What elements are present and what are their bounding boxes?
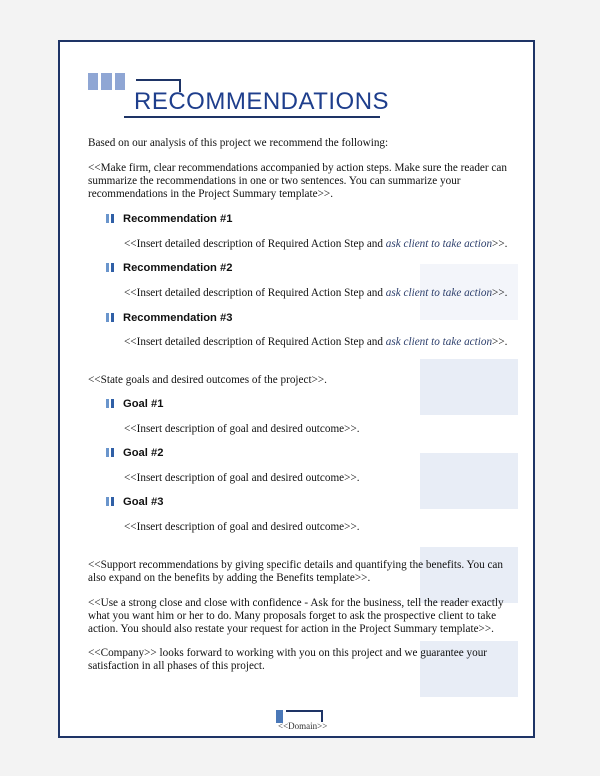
bullet-icon	[106, 497, 115, 506]
goal-heading: Goal #1	[106, 398, 163, 410]
company-line: <<Company>> looks forward to working with you on this project and we guarantee your	[88, 647, 488, 659]
goal-description: <<Insert description of goal and desired outcome>>.	[124, 423, 360, 435]
side-shade-block	[420, 359, 518, 415]
footer-rule	[286, 710, 322, 712]
recommendation-heading: Recommendation #2	[106, 262, 232, 274]
company-line: satisfaction in all phases of this project.	[88, 660, 265, 672]
bullet-icon	[106, 399, 115, 408]
side-shade-block	[420, 453, 518, 509]
bullet-icon	[106, 448, 115, 457]
intro-paragraph: Based on our analysis of this project we recommend the following:	[88, 137, 389, 149]
close-line: <<Use a strong close and close with confidence - Ask for the business, tell the reader exactly	[88, 597, 504, 609]
close-line: what you want him or her to do. Many proposals forget to ask the prospective client to take	[88, 610, 497, 622]
instruction-line: recommendations in the Project Summary template>>.	[88, 188, 334, 200]
support-line: also expand on the benefits by adding the Benefits template>>.	[88, 572, 371, 584]
bullet-icon	[106, 214, 115, 223]
footer-domain: <<Domain>>	[278, 721, 328, 731]
header-rule	[136, 79, 180, 81]
goal-description: <<Insert description of goal and desired outcome>>.	[124, 472, 360, 484]
support-line: <<Support recommendations by giving specific details and quantifying the benefits. You can	[88, 559, 503, 571]
bullet-icon	[106, 313, 115, 322]
recommendation-heading: Recommendation #3	[106, 312, 232, 324]
instruction-line: <<Make firm, clear recommendations accompanied by action steps. Make sure the reader can	[88, 162, 507, 174]
recommendation-heading: Recommendation #1	[106, 213, 232, 225]
instruction-line: summarize the recommendations in one or two sentences. You can summarize your	[88, 175, 461, 187]
recommendation-description: <<Insert detailed description of Required Action Step and ask client to take action>>.	[124, 287, 508, 299]
recommendation-description: <<Insert detailed description of Required Action Step and ask client to take action>>.	[124, 336, 508, 348]
bullet-icon	[106, 263, 115, 272]
goals-intro: <<State goals and desired outcomes of the project>>.	[88, 374, 327, 386]
goal-heading: Goal #2	[106, 447, 163, 459]
close-line: action. You should also restate your request for action in the Project Summary template>>.	[88, 623, 494, 635]
goal-heading: Goal #3	[106, 496, 163, 508]
goal-description: <<Insert description of goal and desired outcome>>.	[124, 521, 360, 533]
side-shade-block	[420, 547, 518, 603]
title-underline	[124, 116, 380, 118]
recommendation-description: <<Insert detailed description of Required Action Step and ask client to take action>>.	[124, 238, 508, 250]
page-title: RECOMMENDATIONS	[134, 88, 390, 115]
